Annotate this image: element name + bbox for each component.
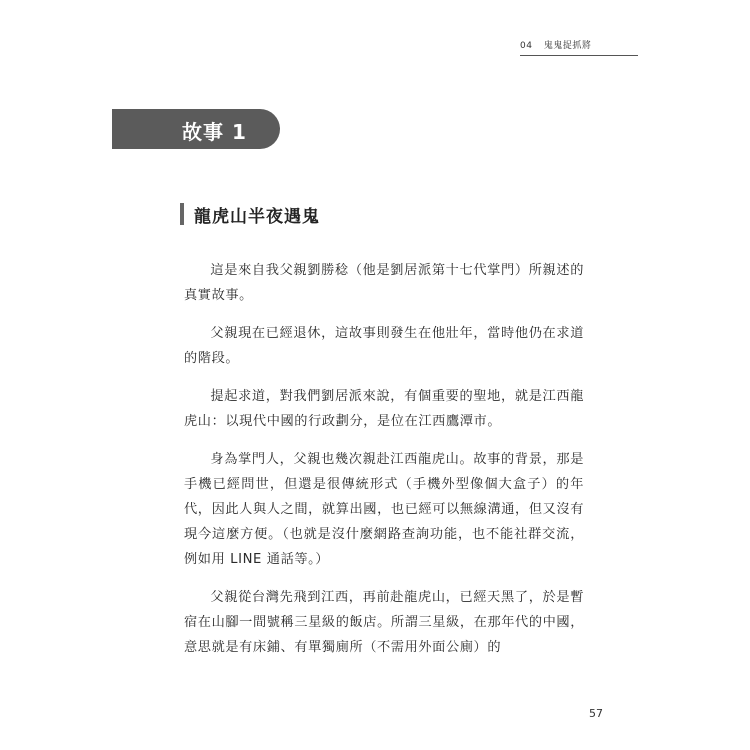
chapter-title: 鬼鬼捉抓將: [543, 41, 592, 51]
running-header: [520, 38, 638, 56]
story-banner: [112, 109, 280, 149]
section-title: 龍虎山半夜遇鬼: [194, 206, 320, 227]
story-banner-title: 故事 1: [182, 120, 247, 144]
paragraph: 這是來自我父親劉勝稔（他是劉居派第十七代掌門）所親述的真實故事。: [184, 263, 584, 303]
paragraph: 身為掌門人，父親也幾次親赴江西龍虎山。故事的背景，那是手機已經問世，但還是很傳統形式（手機外型像個大盒子）的年代，因此人與人之間，就算出國，也已經可以無線溝通，但又沒有現今這麼方便。（也就是沒什麼網路查詢功能，也不能社群交流，例如用 LINE 通話等。）: [184, 452, 584, 567]
chapter-number: 04: [520, 41, 533, 51]
body-text: [184, 258, 584, 673]
page-number: 57: [589, 707, 603, 720]
section-heading: [180, 202, 320, 226]
paragraph: 父親從台灣先飛到江西，再前赴龍虎山，已經天黑了，於是暫宿在山腳一間號稱三星級的飯店。所謂三星級，在那年代的中國，意思就是有床鋪、有單獨廁所（不需用外面公廁）的: [184, 590, 584, 655]
paragraph: 父親現在已經退休，這故事則發生在他壯年，當時他仍在求道的階段。: [184, 326, 584, 366]
paragraph: 提起求道，對我們劉居派來說，有個重要的聖地，就是江西龍虎山：以現代中國的行政劃分，是位在江西鷹潭市。: [184, 389, 584, 429]
section-marker-bar: [180, 203, 184, 225]
